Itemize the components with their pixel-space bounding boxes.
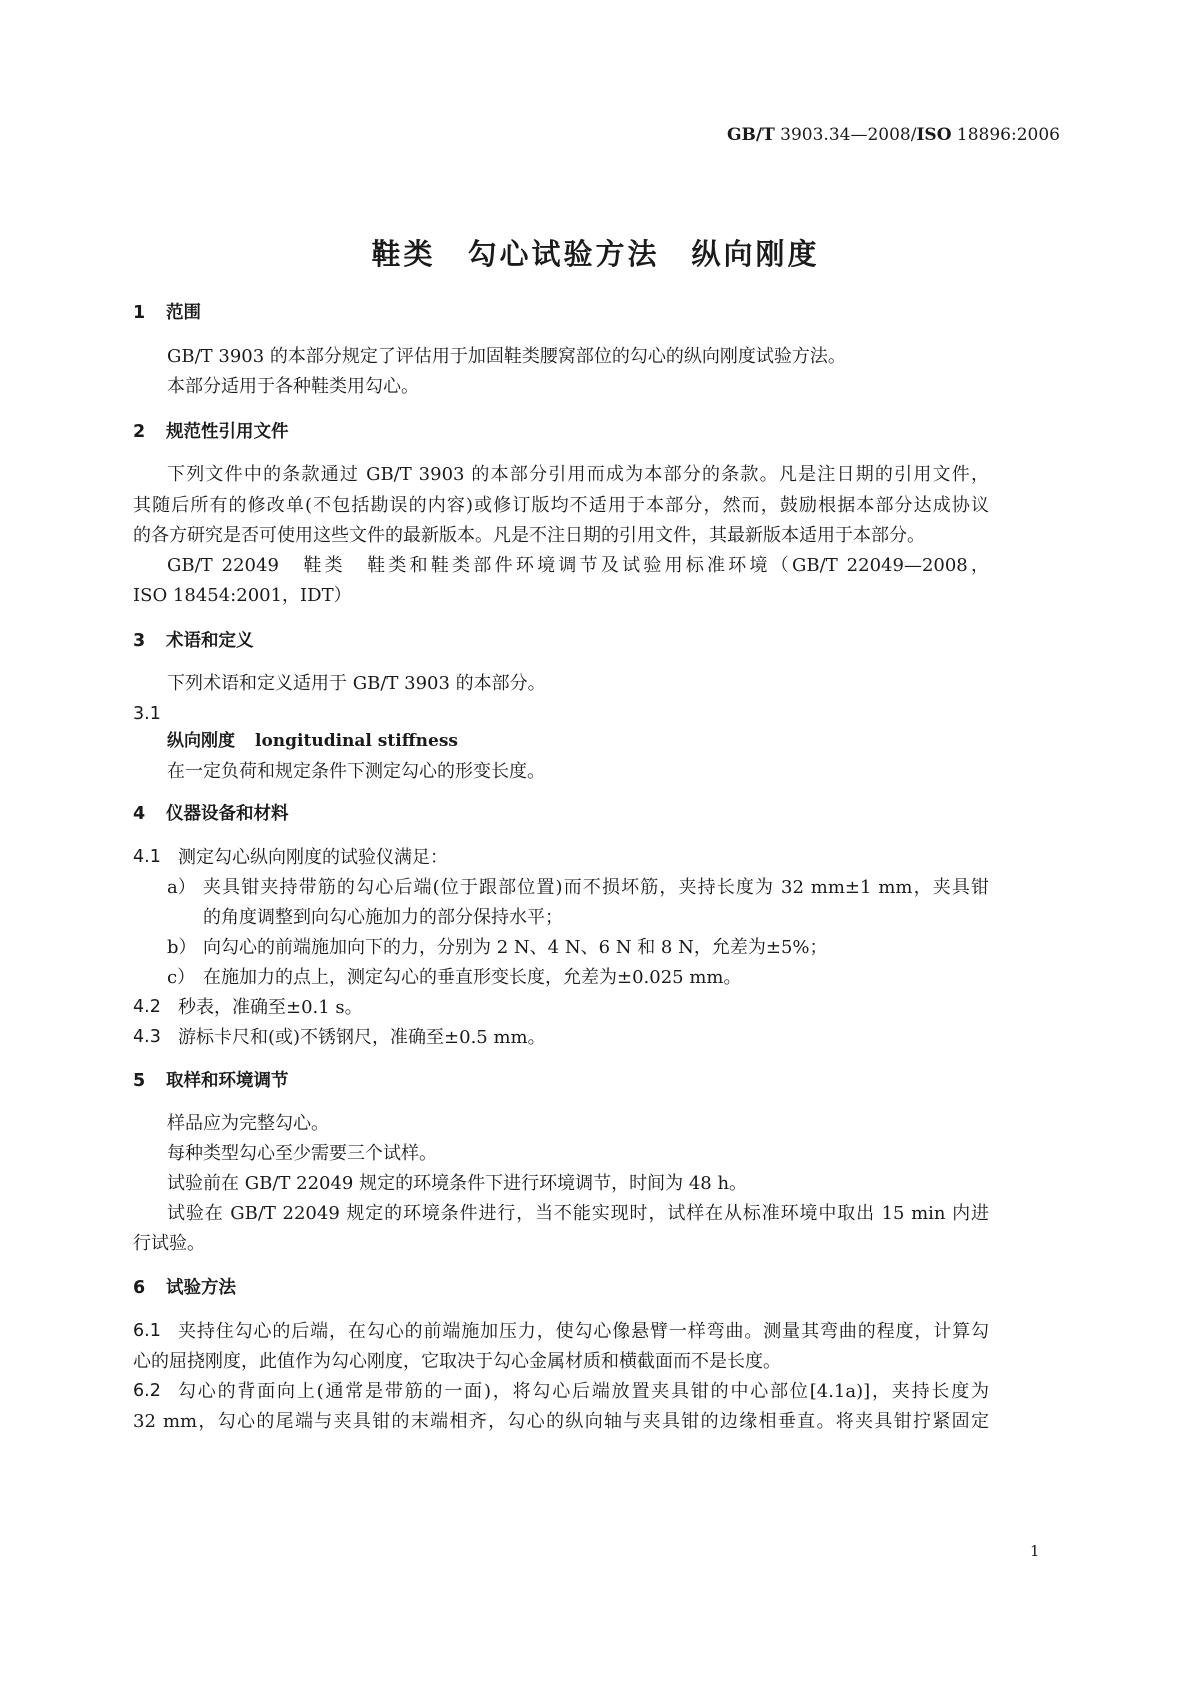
list-label: c） [167, 967, 196, 988]
section-title: 试验方法 [166, 1278, 236, 1298]
clause-number: 4.1 [133, 847, 161, 867]
term-en: longitudinal stiffness [255, 731, 458, 751]
section-title: 规范性引用文件 [166, 422, 289, 442]
clause-text: 心的屈挠刚度，此值作为勾心刚度，它取决于勾心金属材质和横截面而不是长度。 [133, 1351, 781, 1372]
section-1-heading [133, 305, 201, 323]
section-title: 术语和定义 [166, 631, 254, 651]
section-number: 6 [133, 1278, 146, 1298]
definition: 在一定负荷和规定条件下测定勾心的形变长度。 [167, 761, 545, 782]
reference-entry: GB/T 22049 鞋类 鞋类和鞋类部件环境调节及试验用标准环境（GB/T 22049—2008， [167, 555, 989, 576]
section-3-heading [133, 633, 254, 651]
iso-number: 18896:2006 [951, 125, 1060, 145]
list-item-text: 夹具钳夹持带筋的勾心后端(位于跟部位置)而不损坏筋，夹持长度为 32 mm±1 mm，夹具钳 [203, 877, 989, 898]
paragraph: 本部分适用于各种鞋类用勾心。 [167, 376, 419, 397]
standard-code-header [660, 125, 1060, 145]
section-2-heading [133, 424, 289, 442]
section-5-heading [133, 1073, 289, 1091]
section-number: 1 [133, 303, 146, 323]
clause-text: 夹持住勾心的后端，在勾心的前端施加压力，使勾心像悬臂一样弯曲。测量其弯曲的程度，计算勾 [178, 1321, 989, 1342]
paragraph: 样品应为完整勾心。 [167, 1113, 329, 1134]
clause-text: 秒表，准确至±0.1 s。 [178, 997, 363, 1018]
clause-text: 游标卡尺和(或)不锈钢尺，准确至±0.5 mm。 [178, 1027, 546, 1048]
list-item-text: 在施加力的点上，测定勾心的垂直形变长度，允差为±0.025 mm。 [203, 967, 742, 988]
term-zh: 纵向刚度 [167, 731, 235, 751]
clause-number: 3.1 [133, 704, 161, 724]
code-number: 3903.34—2008/ [774, 125, 917, 145]
list-label: a） [167, 877, 196, 898]
list-item-text: 的角度调整到向勾心施加力的部分保持水平； [203, 907, 563, 928]
page-number: 1 [1030, 1542, 1040, 1560]
section-number: 4 [133, 804, 146, 824]
clause-text: 32 mm，勾心的尾端与夹具钳的末端相齐，勾心的纵向轴与夹具钳的边缘相垂直。将夹具钳拧紧固定 [133, 1411, 989, 1432]
paragraph-line: 的各方研究是否可使用这些文件的最新版本。凡是不注日期的引用文件，其最新版本适用于本部分。 [133, 525, 925, 546]
document-title: 鞋类 勾心试验方法 纵向刚度 [371, 237, 820, 271]
iso-prefix: ISO [916, 125, 952, 145]
section-6-heading [133, 1280, 236, 1298]
paragraph-line: 其随后所有的修改单(不包括勘误的内容)或修订版均不适用于本部分，然而，鼓励根据本部分达成协议 [133, 495, 989, 516]
clause-number: 4.3 [133, 1027, 161, 1047]
term-entry [167, 733, 458, 750]
reference-entry-cont: ISO 18454:2001，IDT） [133, 585, 352, 606]
paragraph: 下列术语和定义适用于 GB/T 3903 的本部分。 [167, 673, 546, 694]
clause-number: 6.2 [133, 1381, 161, 1401]
clause-text: 测定勾心纵向刚度的试验仪满足： [178, 847, 448, 868]
section-number: 5 [133, 1071, 146, 1091]
paragraph-line: 下列文件中的条款通过 GB/T 3903 的本部分引用而成为本部分的条款。凡是注日期的引用文件， [167, 464, 989, 485]
section-number: 3 [133, 631, 146, 651]
paragraph: GB/T 3903 的本部分规定了评估用于加固鞋类腰窝部位的勾心的纵向刚度试验方法。 [167, 346, 846, 367]
section-title: 仪器设备和材料 [166, 804, 289, 824]
clause-text: 勾心的背面向上(通常是带筋的一面)，将勾心后端放置夹具钳的中心部位[4.1a)]，夹持长度为 [178, 1381, 989, 1402]
paragraph-line: 行试验。 [133, 1233, 205, 1254]
section-title: 范围 [166, 303, 201, 323]
clause-number: 4.2 [133, 997, 161, 1017]
section-number: 2 [133, 422, 146, 442]
section-title: 取样和环境调节 [166, 1071, 289, 1091]
paragraph-line: 试验在 GB/T 22049 规定的环境条件进行，当不能实现时，试样在从标准环境中取出 15 min 内进 [167, 1203, 989, 1224]
list-label: b） [167, 937, 197, 958]
section-4-heading [133, 806, 289, 824]
paragraph: 每种类型勾心至少需要三个试样。 [167, 1143, 437, 1164]
list-item-text: 向勾心的前端施加向下的力，分别为 2 N、4 N、6 N 和 8 N，允差为±5%； [203, 937, 828, 958]
paragraph: 试验前在 GB/T 22049 规定的环境条件下进行环境调节，时间为 48 h。 [167, 1173, 748, 1194]
code-prefix: GB/T [727, 125, 775, 145]
clause-number: 6.1 [133, 1321, 161, 1341]
